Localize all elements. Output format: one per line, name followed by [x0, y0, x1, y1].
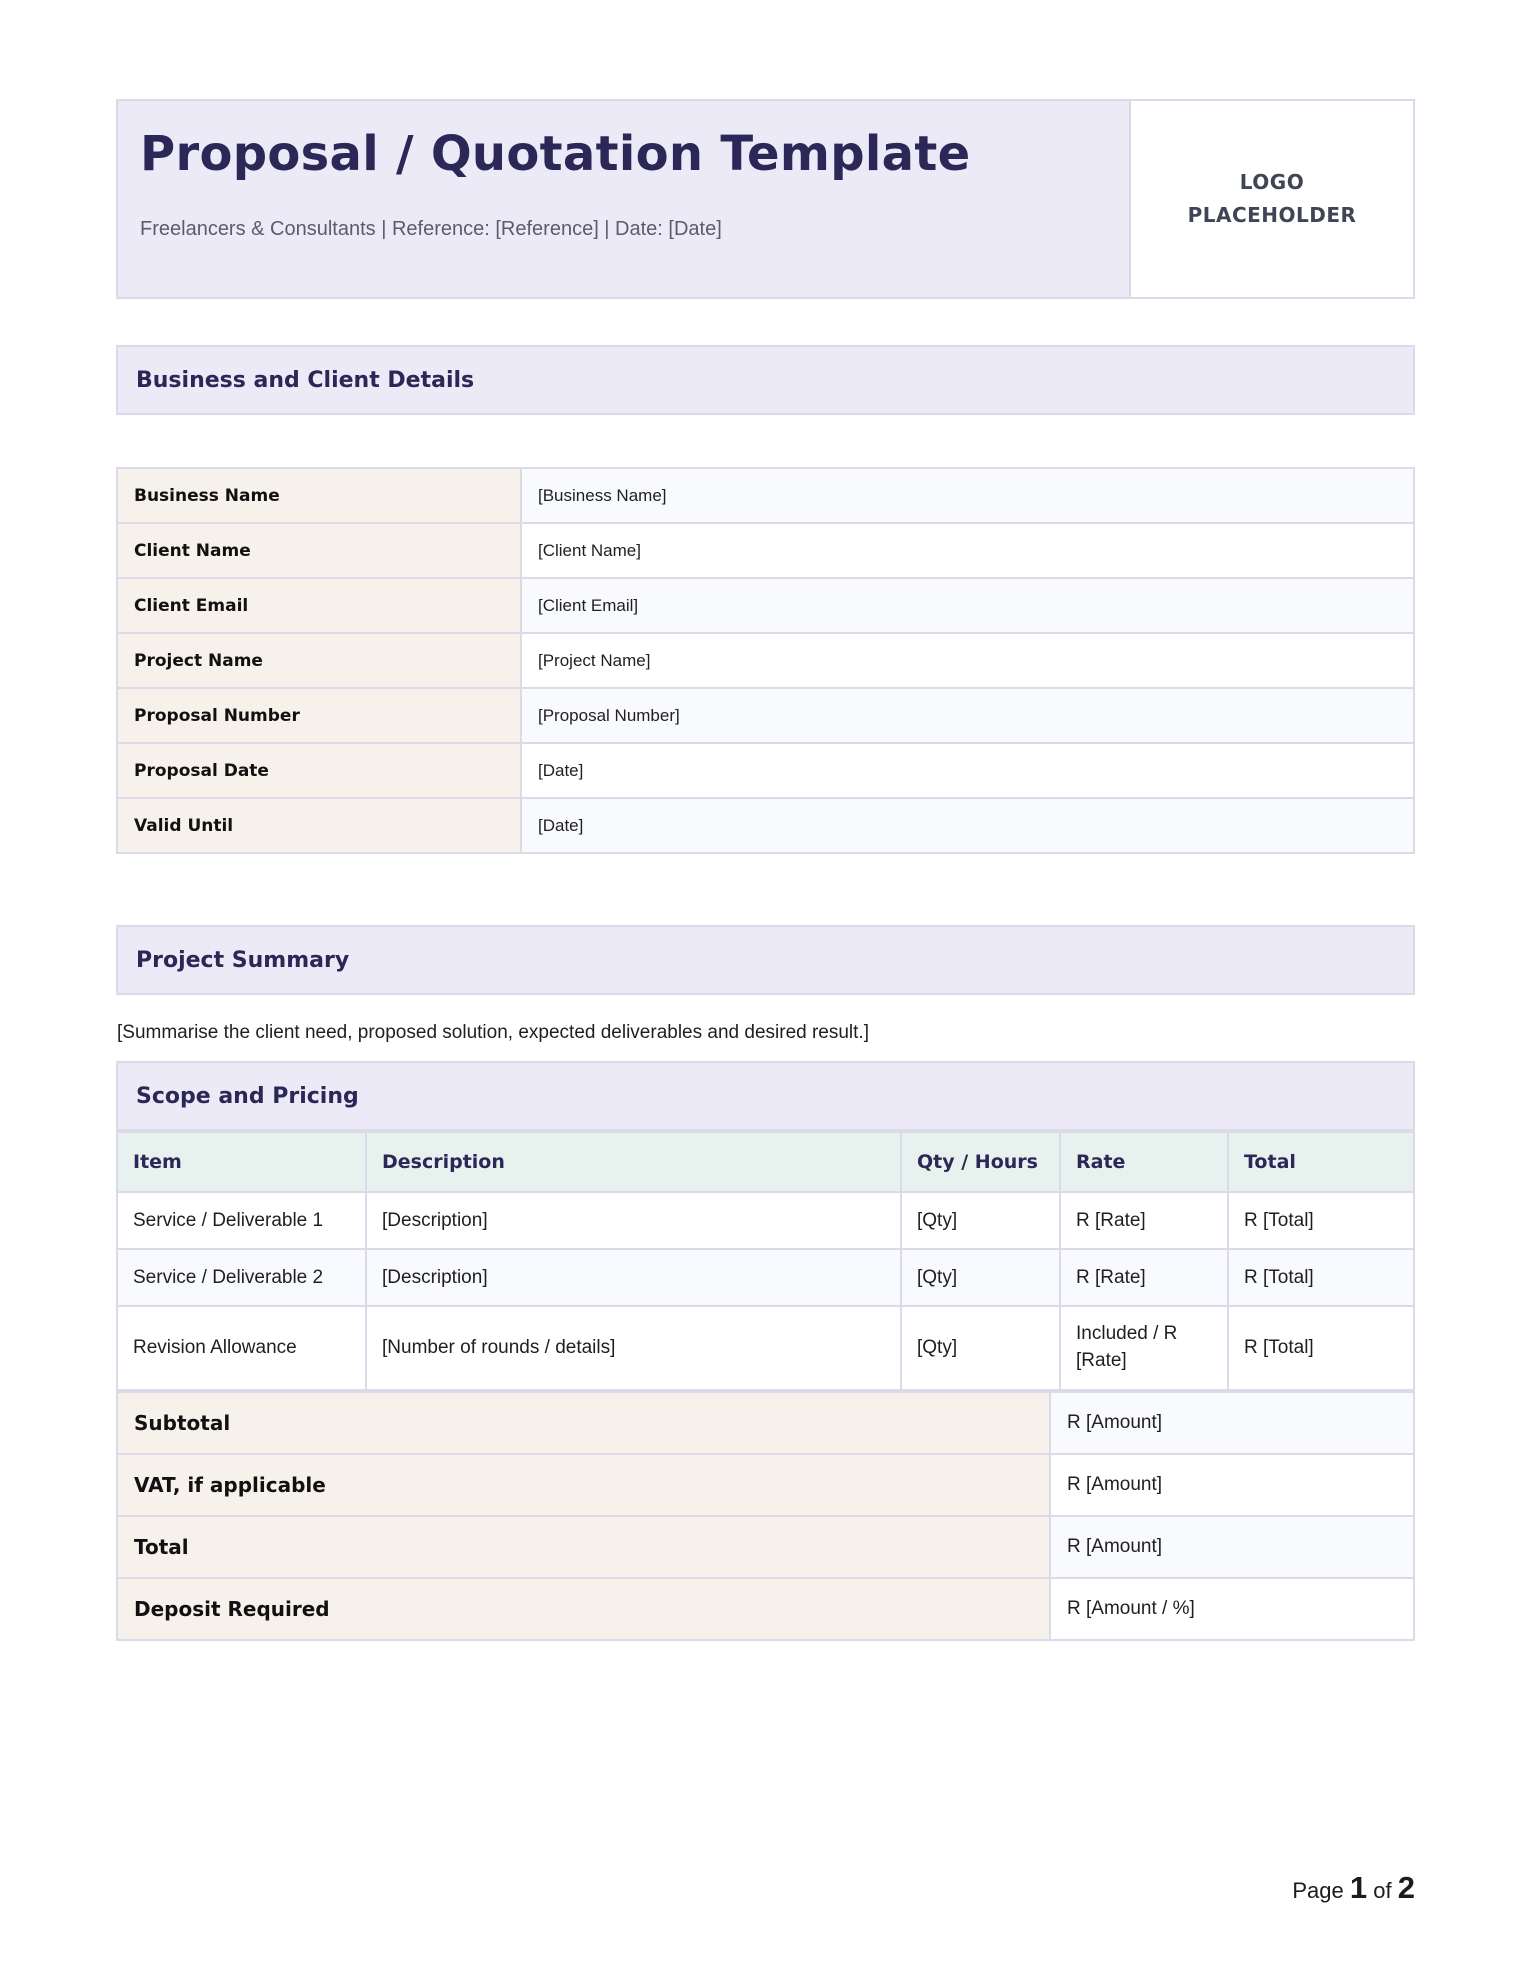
column-header-rate: Rate	[1060, 1132, 1228, 1192]
totals-value: R [Amount / %]	[1050, 1578, 1414, 1640]
cell-description: [Description]	[366, 1249, 901, 1306]
field-label: Proposal Date	[117, 743, 521, 798]
cell-rate: R [Rate]	[1060, 1192, 1228, 1249]
document-header	[116, 99, 1415, 299]
cell-rate-line-1: Included / R	[1076, 1323, 1178, 1345]
total-pages: 2	[1397, 1870, 1415, 1905]
cell-rate: R [Rate]	[1060, 1249, 1228, 1306]
cell-rate	[1060, 1306, 1228, 1390]
scope-pricing-table	[118, 1131, 1413, 1391]
cell-total: R [Total]	[1228, 1192, 1413, 1249]
document-subtitle: Freelancers & Consultants | Reference: [Reference] | Date: [Date]	[140, 218, 722, 241]
totals-value: R [Amount]	[1050, 1516, 1414, 1578]
business-section-title: Business and Client Details	[136, 367, 475, 393]
table-row	[117, 743, 1414, 798]
field-value: [Client Name]	[521, 523, 1414, 578]
scope-pricing-section	[116, 1061, 1415, 1391]
summary-section-header	[116, 925, 1415, 995]
field-value: [Project Name]	[521, 633, 1414, 688]
totals-row	[117, 1392, 1414, 1454]
column-header-total: Total	[1228, 1132, 1413, 1192]
page-number	[1292, 1870, 1415, 1906]
logo-placeholder-text	[1188, 166, 1357, 232]
field-value: [Business Name]	[521, 468, 1414, 523]
cell-qty: [Qty]	[901, 1192, 1060, 1249]
summary-section-title: Project Summary	[136, 947, 350, 973]
totals-row	[117, 1454, 1414, 1516]
cell-description: [Number of rounds / details]	[366, 1306, 901, 1390]
scope-section-header	[118, 1063, 1413, 1131]
logo-placeholder	[1131, 101, 1413, 297]
table-row	[117, 578, 1414, 633]
totals-label: VAT, if applicable	[117, 1454, 1050, 1516]
field-label: Client Email	[117, 578, 521, 633]
table-row	[117, 523, 1414, 578]
cell-item: Service / Deliverable 2	[118, 1249, 366, 1306]
cell-item: Revision Allowance	[118, 1306, 366, 1390]
field-label: Valid Until	[117, 798, 521, 853]
totals-table	[116, 1391, 1415, 1641]
cell-rate-line-2: [Rate]	[1076, 1350, 1127, 1371]
current-page: 1	[1349, 1870, 1368, 1905]
page-word: Page	[1292, 1878, 1344, 1903]
table-row	[118, 1192, 1413, 1249]
totals-value: R [Amount]	[1050, 1454, 1414, 1516]
business-client-details-table	[116, 467, 1415, 854]
field-value: [Date]	[521, 743, 1414, 798]
totals-row	[117, 1516, 1414, 1578]
table-row	[118, 1306, 1413, 1390]
totals-label: Total	[117, 1516, 1050, 1578]
table-row	[117, 468, 1414, 523]
table-header-row	[118, 1132, 1413, 1192]
header-title-area	[118, 101, 1131, 297]
project-summary-text: [Summarise the client need, proposed solution, expected deliverables and desired result.]	[117, 1022, 869, 1043]
totals-value: R [Amount]	[1050, 1392, 1414, 1454]
cell-total: R [Total]	[1228, 1306, 1413, 1390]
field-value: [Proposal Number]	[521, 688, 1414, 743]
field-label: Client Name	[117, 523, 521, 578]
logo-line-1: LOGO	[1239, 170, 1305, 194]
cell-qty: [Qty]	[901, 1249, 1060, 1306]
totals-row	[117, 1578, 1414, 1640]
totals-label: Subtotal	[117, 1392, 1050, 1454]
cell-item: Service / Deliverable 1	[118, 1192, 366, 1249]
scope-section-title: Scope and Pricing	[136, 1083, 359, 1109]
field-label: Business Name	[117, 468, 521, 523]
business-section-header	[116, 345, 1415, 415]
table-row	[117, 633, 1414, 688]
field-value: [Client Email]	[521, 578, 1414, 633]
field-label: Project Name	[117, 633, 521, 688]
cell-qty: [Qty]	[901, 1306, 1060, 1390]
field-value: [Date]	[521, 798, 1414, 853]
column-header-description: Description	[366, 1132, 901, 1192]
logo-line-2: PLACEHOLDER	[1187, 203, 1357, 227]
table-row	[117, 798, 1414, 853]
field-label: Proposal Number	[117, 688, 521, 743]
cell-description: [Description]	[366, 1192, 901, 1249]
table-row	[118, 1249, 1413, 1306]
cell-total: R [Total]	[1228, 1249, 1413, 1306]
of-word: of	[1373, 1878, 1392, 1903]
column-header-qty: Qty / Hours	[901, 1132, 1060, 1192]
totals-label: Deposit Required	[117, 1578, 1050, 1640]
table-row	[117, 688, 1414, 743]
document-title: Proposal / Quotation Template	[140, 126, 971, 182]
column-header-item: Item	[118, 1132, 366, 1192]
